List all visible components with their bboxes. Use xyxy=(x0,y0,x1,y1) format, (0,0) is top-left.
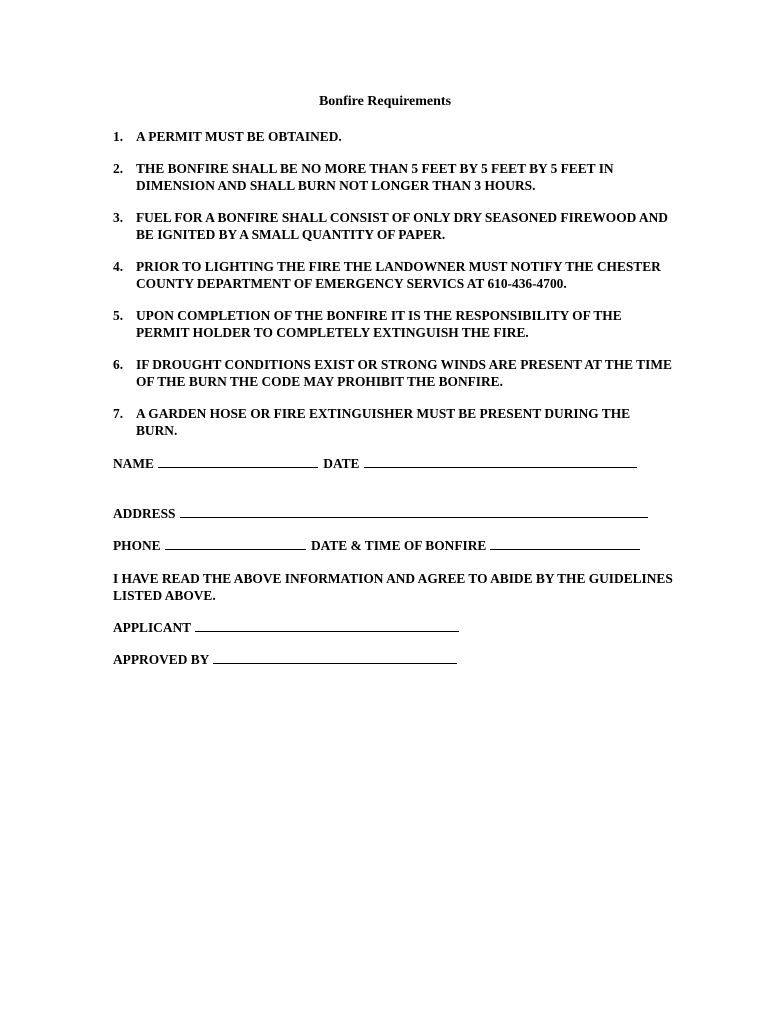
requirement-item xyxy=(113,307,673,341)
address-field-line[interactable] xyxy=(180,505,648,518)
date-label: DATE xyxy=(323,456,360,471)
requirement-item xyxy=(113,356,673,390)
requirement-number: 7. xyxy=(113,406,124,421)
phone-datetime-row xyxy=(113,537,673,554)
requirement-number: 3. xyxy=(113,210,124,225)
requirement-number: 6. xyxy=(113,357,124,372)
bonfire-datetime-label: DATE & TIME OF BONFIRE xyxy=(310,538,487,553)
requirement-text: A PERMIT MUST BE OBTAINED. xyxy=(136,129,342,144)
requirement-text: IF DROUGHT CONDITIONS EXIST OR STRONG WINDS ARE PRESENT AT THE TIME OF THE BURN THE CODE MAY PROHIBIT THE BONFIRE. xyxy=(136,357,672,389)
phone-label: PHONE xyxy=(113,538,161,553)
requirement-number: 1. xyxy=(113,129,124,144)
approved-by-label: APPROVED BY xyxy=(113,652,210,667)
approved-by-row xyxy=(113,651,673,668)
address-row xyxy=(113,505,673,522)
requirement-number: 5. xyxy=(113,308,124,323)
applicant-label: APPLICANT xyxy=(113,620,192,635)
requirement-text: A GARDEN HOSE OR FIRE EXTINGUISHER MUST BE PRESENT DURING THE BURN. xyxy=(136,406,631,438)
requirement-number: 2. xyxy=(113,161,124,176)
phone-field-line[interactable] xyxy=(165,537,306,550)
requirement-item xyxy=(113,258,673,292)
name-field-line[interactable] xyxy=(158,455,318,468)
address-label: ADDRESS xyxy=(113,506,176,521)
agreement-text: I HAVE READ THE ABOVE INFORMATION AND AGREE TO ABIDE BY THE GUIDELINES LISTED ABOVE. xyxy=(113,571,673,603)
requirement-text: PRIOR TO LIGHTING THE FIRE THE LANDOWNER MUST NOTIFY THE CHESTER COUNTY DEPARTMENT OF EMERGENCY SERVICS AT 610-436-4700. xyxy=(136,259,661,291)
date-field-line[interactable] xyxy=(364,455,637,468)
name-label: NAME xyxy=(113,456,154,471)
requirement-item xyxy=(113,209,673,243)
requirement-item xyxy=(113,128,673,145)
requirement-number: 4. xyxy=(113,259,124,274)
requirement-item xyxy=(113,160,673,194)
applicant-row xyxy=(113,619,673,636)
document-title: Bonfire Requirements xyxy=(318,94,452,109)
approved-by-signature-line[interactable] xyxy=(213,651,457,664)
requirement-text: FUEL FOR A BONFIRE SHALL CONSIST OF ONLY DRY SEASONED FIREWOOD AND BE IGNITED BY A SMALL QUANTITY OF PAPER. xyxy=(136,210,668,242)
requirements-list xyxy=(113,128,673,454)
requirement-text: THE BONFIRE SHALL BE NO MORE THAN 5 FEET BY 5 FEET BY 5 FEET IN DIMENSION AND SHALL BURN NOT LONGER THAN 3 HOURS. xyxy=(136,161,614,193)
applicant-signature-line[interactable] xyxy=(195,619,459,632)
name-date-row xyxy=(113,455,673,472)
requirement-text: UPON COMPLETION OF THE BONFIRE IT IS THE RESPONSIBILITY OF THE PERMIT HOLDER TO COMPLETELY EXTINGUISH THE FIRE. xyxy=(136,308,622,340)
bonfire-datetime-field-line[interactable] xyxy=(490,537,640,550)
requirement-item xyxy=(113,405,673,439)
